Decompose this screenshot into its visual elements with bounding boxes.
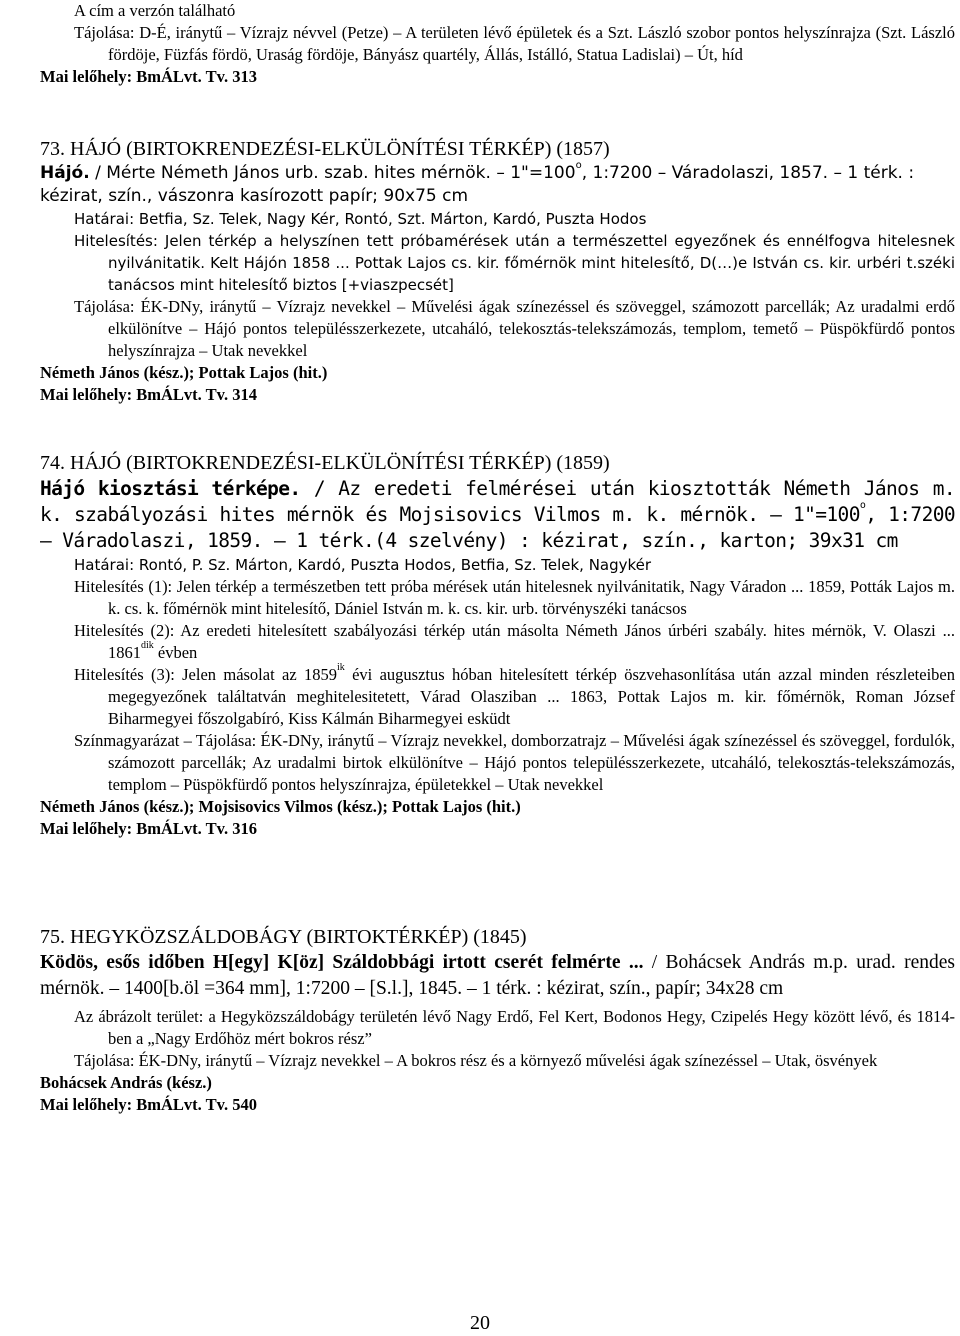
entry-heading: 73. HÁJÓ (BIRTOKRENDEZÉSI-ELKÜLÖNÍTÉSI TÉRKÉP) (1857) [40,138,610,160]
authentication-2-text [74,620,955,664]
entry-75 [40,924,955,1116]
entry-desc-a: / Mérte Németh János urb. szab. hites mérnök. – 1"=100 [89,163,576,183]
authentication-text: Hitelesítés: Jelen térkép a helyszínen tett próbamérések után a természettel egyezőnek és ennélfogva hitelesnek nyilvánitatik. Kelt Hájón 1858 ... Pottak Lajos cs. kir. főmérnök mint hitelesítő, D(…)e István cs. kir. urbéri t.széki tanácsos mint hitelesítő biztos [+viaszpecsét] [74,232,955,294]
location-text: Mai lelőhely: BmÁLvt. Tv. 540 [40,1095,257,1114]
area-text: Az ábrázolt terület: a Hegyközszáldobágy területén lévő Nagy Erdő, Fel Kert, Bodonos Hegy, Czipelés Hegy között lévő, és 1814-ben a „Nagy Erdőhöz mért bokros rész” [74,1007,955,1048]
auth3-text-a: Hitelesítés (3): Jelen másolat az 1859 [74,665,337,684]
entry-title-block [40,476,955,554]
intro-note: A cím a verzón található [74,1,236,20]
entry-heading: 75. HEGYKÖZSZÁLDOBÁGY (BIRTOKTÉRKÉP) (1845) [40,926,527,948]
authentication-3-text [74,664,955,730]
page-number: 20 [470,1312,490,1334]
location-text: Mai lelőhely: BmÁLvt. Tv. 316 [40,819,257,838]
borders-text: Határai: Rontó, P. Sz. Márton, Kardó, Puszta Hodos, Betfia, Sz. Telek, Nagykér [74,556,652,574]
orientation-text: Tájolása: D-É, iránytű – Vízrajz névvel (Petze) – A területen lévő épületek és a Szt. László szobor pontos helyszínrajza (Szt. László fördöje, Füzfás fördö, Uraság fördöje, Bányász quartély, Állás, Istálló, Statua Ladislai) – Út, híd [74,23,955,64]
orientation-text: Tájolása: ÉK-DNy, iránytű – Vízrajz nevekkel – A bokros rész és a környező művelési ágak színezéssel – Utak, ösvények [74,1051,878,1070]
entry-74 [40,450,955,840]
authors-text: Németh János (kész.); Mojsisovics Vilmos (kész.); Pottak Lajos (hit.) [40,797,521,816]
authors-text: Bohácsek András (kész.) [40,1073,212,1092]
entry-title: Hájó kiosztási térképe. [40,477,301,500]
prev-entry-tail [40,0,955,88]
entry-title: Ködös, esős időben H[egy] K[öz] Száldobbági irtott cserét felmérte ... [40,952,644,973]
entry-desc: / Bohácsek András m.p. urad. rendes mérnök. – 1400[b.öl =364 mm], 1:7200 – [S.l.], 1845. – 1 térk. : kézirat, szín., papír; 34x28 cm [40,952,955,999]
entry-desc-b: , 1:7200 – Váradolaszi, 1859. – 1 térk.(4 szelvény) : kézirat, szín., karton; 39x31 cm [40,503,955,552]
entry-title: Hájó. [40,163,90,183]
auth3-sup: ik [336,662,345,673]
location-text: Mai lelőhely: BmÁLvt. Tv. 314 [40,385,257,404]
authentication-1-text: Hitelesítés (1): Jelen térkép a természetben tett próba mérések után hitelesnek nyilvánitatik, Nagy Váradon ... 1859, Pották Lajos m. k. cs. k. főmérnök mint hitelesítő, Dániel István m. k. cs. kir. urb. törvényszéki tanácsos [74,577,955,618]
orientation-text: Tájolása: ÉK-DNy, iránytű – Vízrajz nevekkel – Művelési ágak színezéssel és szöveggel, számozott parcellák; Az uradalmi erdő elkülönítve – Hájó pontos településszerkezete, utcaháló, telekosztás-telekszámozás, templom, temető – Püspökfürdő pontos helyszínrajza – Utak nevekkel [74,297,955,360]
auth3-text-b: évi augusztus hóban hitelesített térkép öszvehasonlítása után azzal minden részleteiben megegyezőnek találtatván meghitelesitetett, Várad Olasziban ... 1863, Pottak Lajos m. kir. főmérnök, Roman József Biharmegyei főszolgabíró, Kiss Kálmán Biharmegyei esküdt [108,665,955,728]
degree-sup: o [575,160,582,171]
entry-heading: 74. HÁJÓ (BIRTOKRENDEZÉSI-ELKÜLÖNÍTÉSI TÉRKÉP) (1859) [40,452,610,474]
entry-desc-a: / Az eredeti felmérései után kiosztották Németh János m. k. szabályozási hites mérnök és Mojsisovics Vilmos m. k. mérnök. – 1"=100 [40,477,955,526]
legend-text: Színmagyarázat – Tájolása: ÉK-DNy, iránytű – Vízrajz nevekkel, domborzatrajz – Művelési ágak színezéssel és szöveggel, fordulók, számozott parcellák; Az uradalmi birtok elkülönítve – Hájó pontos településszerkezete, utcaháló, telekosztás-telekszámozás, templom – Püspökfürdő pontos helyszínrajza, épületekkel – Utak nevekkel [74,731,955,794]
location-text: Mai lelőhely: BmÁLvt. Tv. 313 [40,67,257,86]
auth2-sup: dik [141,640,154,651]
borders-text: Határai: Betfia, Sz. Telek, Nagy Kér, Rontó, Szt. Márton, Kardó, Puszta Hodos [74,210,647,228]
entry-title-block [40,950,955,1002]
authors-text: Németh János (kész.); Pottak Lajos (hit.) [40,363,328,382]
entry-73 [40,136,955,406]
degree-sup: o [859,500,866,511]
entry-desc-b: , 1:7200 – Váradolaszi, 1857. – 1 térk. : kézirat, szín., vászonra kasírozott papír; 90x75 cm [40,163,915,206]
auth2-text-b: évben [153,643,198,662]
auth2-text-a: Hitelesítés (2): Az eredeti hitelesített szabályozási térkép után másolta Németh János úrbéri szabály. hites mérnök, V. Olaszi ... 1861 [74,621,955,662]
entry-title-block [40,162,955,208]
